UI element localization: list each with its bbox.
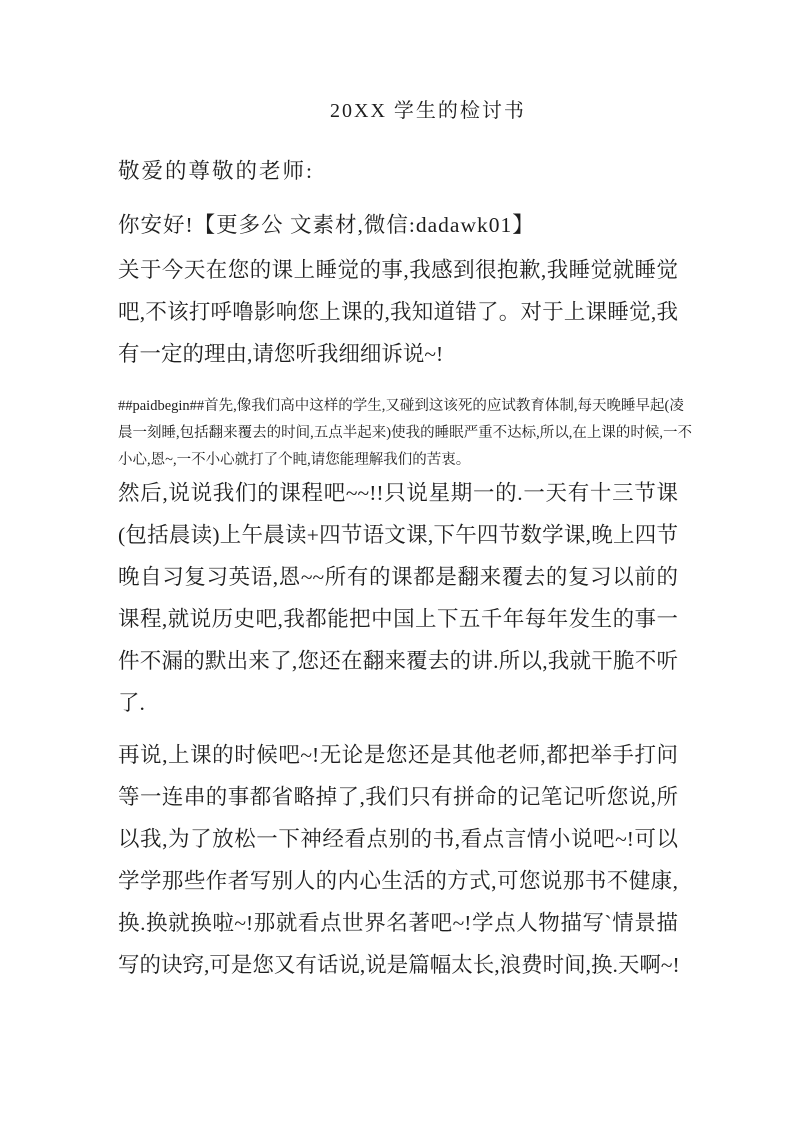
text-line: 然后,说说我们的课程吧~~!!只说星期一的.一天有十三节课 <box>118 481 678 505</box>
text-line: 学学那些作者写别人的内心生活的方式,可您说那书不健康, <box>118 869 678 893</box>
text-line: 吧,不该打呼噜影响您上课的,我知道错了。对于上课睡觉,我 <box>118 300 678 324</box>
text-line: 等一连串的事都省略掉了,我们只有拼命的记笔记听您说,所 <box>118 785 678 809</box>
text-line: 换.换就换啦~!那就看点世界名著吧~!学点人物描写`情景描 <box>118 911 678 935</box>
paragraph-paid-note <box>118 393 692 474</box>
text-line: 晨一刻睡,包括翻来覆去的时间,五点半起来)使我的睡眠严重不达标,所以,在上课的时候,一不 <box>118 425 692 441</box>
text-line: 有一定的理由,请您听我细细诉说~! <box>118 342 444 366</box>
text-line: 再说,上课的时候吧~!无论是您还是其他老师,都把举手打问 <box>118 743 678 767</box>
paragraph-schedule <box>118 472 678 724</box>
text-line: 关于今天在您的课上睡觉的事,我感到很抱歉,我睡觉就睡觉 <box>118 258 678 282</box>
text-line: 写的诀窍,可是您又有话说,说是篇幅太长,浪费时间,换.天啊~! <box>118 953 680 977</box>
text-line: 课程,就说历史吧,我都能把中国上下五千年每年发生的事一 <box>118 607 678 631</box>
text-line: 件不漏的默出来了,您还在翻来覆去的讲.所以,我就干脆不听 <box>118 649 678 673</box>
text-line: 了. <box>118 691 145 715</box>
greeting-line: 你安好!【更多公 文素材,微信:dadawk01】 <box>118 213 535 237</box>
text-line: ##paidbegin##首先,像我们高中这样的学生,又碰到这该死的应试教育体制,每天晚睡早起(凌 <box>118 398 684 414</box>
document-title: 20XX 学生的检讨书 <box>330 100 526 122</box>
salutation-line: 敬爱的尊敬的老师: <box>118 159 314 183</box>
text-line: 晚自习复习英语,恩~~所有的课都是翻来覆去的复习以前的 <box>118 565 678 589</box>
text-line: 以我,为了放松一下神经看点别的书,看点言情小说吧~!可以 <box>118 827 678 851</box>
paragraph-apology <box>118 249 678 375</box>
text-line: 小心,恩~,一不小心就打了个盹,请您能理解我们的苦衷。 <box>118 452 471 468</box>
text-line: (包括晨读)上午晨读+四节语文课,下午四节数学课,晚上四节 <box>118 523 678 547</box>
paragraph-class-time <box>118 734 678 986</box>
